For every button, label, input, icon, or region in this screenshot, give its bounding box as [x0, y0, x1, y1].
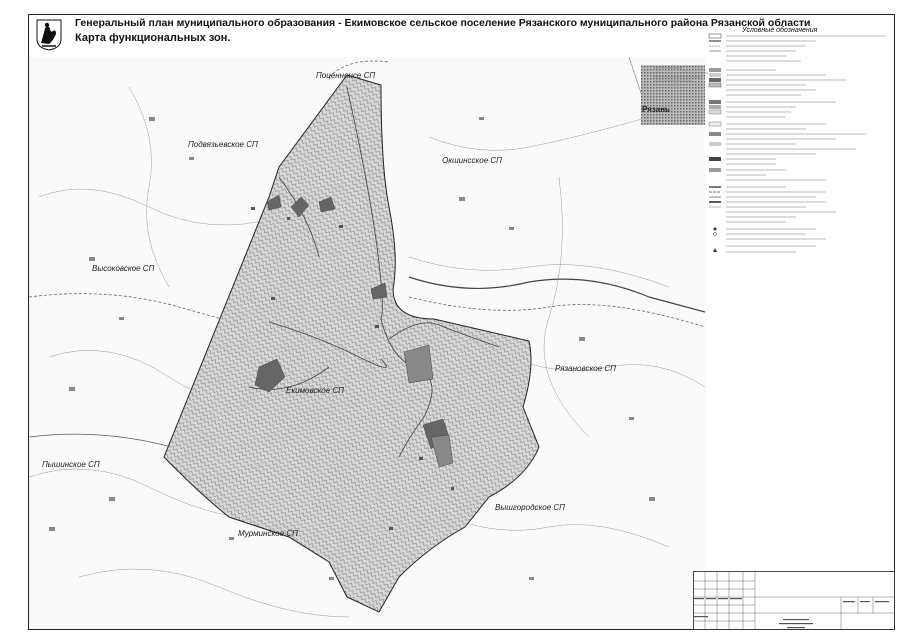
label-vysokovskoe: Высоковское СП [92, 264, 155, 273]
label-vyshgorodskoe: Вышгородское СП [495, 503, 565, 512]
map-subtitle: Карта функциональных зон. [75, 32, 231, 44]
label-kostino: Поценнонсе СП [316, 71, 376, 80]
legend-title: Условные обозначения [742, 27, 818, 34]
label-ryazan: Рязань [642, 105, 670, 114]
label-ekimovskoe: Екимовское СП [286, 386, 344, 395]
legend [706, 24, 892, 284]
label-pyshchinskoe: Пышинское СП [42, 460, 100, 469]
functional-zones-map [29, 57, 705, 629]
label-murminskoe: Мурминское СП [238, 529, 298, 538]
title-block-stamp [693, 571, 895, 630]
map-title: Генеральный план муниципального образования - Екимовское сельское поселение Рязанского муниципального района Рязанской области [75, 17, 811, 29]
approval-note [652, 65, 710, 91]
label-podvyazyevskoe: Подвязьевское СП [188, 140, 258, 149]
label-ryazanovskoe: Рязановское СП [555, 364, 616, 373]
coat-of-arms-icon [36, 19, 62, 51]
label-okhtinskoe: Окшинсское СП [442, 156, 502, 165]
